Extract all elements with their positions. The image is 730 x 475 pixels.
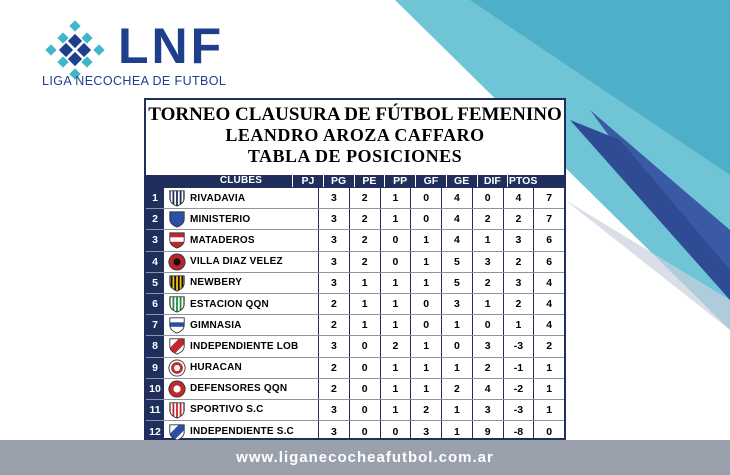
table-row bbox=[146, 252, 564, 273]
cell-pe: 1 bbox=[380, 400, 411, 420]
row-position: 2 bbox=[146, 209, 164, 229]
cell-pe: 1 bbox=[380, 209, 411, 229]
cell-pj: 2 bbox=[318, 379, 349, 399]
cell-gf: 2 bbox=[441, 379, 472, 399]
striped-shield-icon bbox=[168, 189, 186, 207]
cell-dif: -8 bbox=[503, 421, 534, 442]
cell-pj: 3 bbox=[318, 421, 349, 442]
header-ptos: PTOS bbox=[508, 175, 538, 187]
header-pp: PP bbox=[384, 175, 415, 187]
standings-table bbox=[146, 175, 564, 442]
table-row bbox=[146, 294, 564, 315]
cell-pj: 3 bbox=[318, 209, 349, 229]
cell-pj: 3 bbox=[318, 252, 349, 272]
cell-ptos: 1 bbox=[533, 400, 564, 420]
cell-pj: 3 bbox=[318, 400, 349, 420]
cell-pp: 1 bbox=[410, 252, 441, 272]
logo-subtitle: LIGA NECOCHEA DE FUTBOL bbox=[42, 74, 227, 88]
cell-dif: 3 bbox=[503, 273, 534, 293]
cell-pp: 0 bbox=[410, 294, 441, 314]
row-position: 6 bbox=[146, 294, 164, 314]
cell-pp: 1 bbox=[410, 230, 441, 250]
cell-ptos: 0 bbox=[533, 421, 564, 442]
table-row bbox=[146, 379, 564, 400]
cell-pe: 1 bbox=[380, 273, 411, 293]
cell-ptos: 7 bbox=[533, 209, 564, 229]
cell-pe: 1 bbox=[380, 379, 411, 399]
club-name: HURACAN bbox=[190, 362, 242, 374]
cell-gf: 5 bbox=[441, 273, 472, 293]
table-row bbox=[146, 315, 564, 336]
cell-ge: 3 bbox=[472, 336, 503, 356]
cell-pp: 3 bbox=[410, 421, 441, 442]
club-name: MINISTERIO bbox=[190, 213, 251, 225]
table-row bbox=[146, 400, 564, 421]
club-crest bbox=[164, 273, 190, 293]
cell-dif: 3 bbox=[503, 230, 534, 250]
cell-pj: 3 bbox=[318, 273, 349, 293]
table-row bbox=[146, 273, 564, 294]
row-position: 1 bbox=[146, 188, 164, 208]
cell-gf: 1 bbox=[441, 358, 472, 378]
cell-ge: 2 bbox=[472, 209, 503, 229]
cell-pj: 2 bbox=[318, 315, 349, 335]
row-position: 4 bbox=[146, 252, 164, 272]
club-name: DEFENSORES QQN bbox=[190, 383, 288, 395]
cell-dif: -3 bbox=[503, 336, 534, 356]
cell-gf: 0 bbox=[441, 336, 472, 356]
cell-pg: 0 bbox=[349, 400, 380, 420]
cell-pg: 0 bbox=[349, 336, 380, 356]
cell-ptos: 1 bbox=[533, 358, 564, 378]
cell-ptos: 2 bbox=[533, 336, 564, 356]
cell-pg: 2 bbox=[349, 188, 380, 208]
header-pe: PE bbox=[354, 175, 385, 187]
red-ring-crest-icon bbox=[168, 359, 186, 377]
cell-pj: 2 bbox=[318, 358, 349, 378]
cell-dif: 2 bbox=[503, 209, 534, 229]
cell-pg: 1 bbox=[349, 273, 380, 293]
cell-dif: -2 bbox=[503, 379, 534, 399]
header-gf: GF bbox=[415, 175, 446, 187]
cell-gf: 3 bbox=[441, 294, 472, 314]
logo-wordmark: LNF bbox=[118, 18, 225, 74]
blue-diagonal-shield-icon bbox=[168, 423, 186, 441]
cell-ge: 2 bbox=[472, 358, 503, 378]
cell-ge: 9 bbox=[472, 421, 503, 442]
cell-ptos: 6 bbox=[533, 252, 564, 272]
cell-pj: 2 bbox=[318, 294, 349, 314]
header-dif: DIF bbox=[477, 175, 508, 187]
red-diagonal-shield-icon bbox=[168, 337, 186, 355]
footer-bar bbox=[0, 440, 730, 475]
table-body bbox=[146, 187, 564, 442]
table-row bbox=[146, 230, 564, 251]
cell-gf: 4 bbox=[441, 230, 472, 250]
row-position: 5 bbox=[146, 273, 164, 293]
club-name: SPORTIVO S.C bbox=[190, 404, 264, 416]
cell-dif: -1 bbox=[503, 358, 534, 378]
table-header bbox=[146, 175, 564, 187]
cell-ge: 3 bbox=[472, 252, 503, 272]
cell-pg: 0 bbox=[349, 379, 380, 399]
header-pj: PJ bbox=[292, 175, 323, 187]
yellow-black-shield-icon bbox=[168, 274, 186, 292]
standings-panel bbox=[144, 98, 566, 440]
club-name: INDEPENDIENTE S.C bbox=[190, 426, 294, 438]
cell-ge: 1 bbox=[472, 230, 503, 250]
cell-ptos: 1 bbox=[533, 379, 564, 399]
title-line-2: LEANDRO AROZA CAFFARO bbox=[225, 125, 485, 145]
lnf-emblem-icon bbox=[44, 20, 106, 80]
cell-pp: 2 bbox=[410, 400, 441, 420]
cell-pp: 1 bbox=[410, 358, 441, 378]
club-crest bbox=[164, 188, 190, 208]
cell-dif: 4 bbox=[503, 188, 534, 208]
red-black-crest-icon bbox=[168, 253, 186, 271]
footer-url[interactable]: www.liganecocheafutbol.com.ar bbox=[236, 449, 494, 466]
cell-pg: 0 bbox=[349, 421, 380, 442]
cell-gf: 1 bbox=[441, 400, 472, 420]
title-line-3: TABLA DE POSICIONES bbox=[247, 146, 463, 166]
header-ge: GE bbox=[446, 175, 477, 187]
cell-pj: 3 bbox=[318, 230, 349, 250]
cell-ptos: 4 bbox=[533, 294, 564, 314]
table-row bbox=[146, 209, 564, 230]
cell-pp: 0 bbox=[410, 188, 441, 208]
cell-pg: 0 bbox=[349, 358, 380, 378]
cell-pp: 1 bbox=[410, 273, 441, 293]
cell-pe: 1 bbox=[380, 294, 411, 314]
club-crest bbox=[164, 358, 190, 378]
red-round-crest-icon bbox=[168, 380, 186, 398]
cell-gf: 1 bbox=[441, 421, 472, 442]
row-position: 11 bbox=[146, 400, 164, 420]
cell-gf: 1 bbox=[441, 315, 472, 335]
cell-pj: 3 bbox=[318, 336, 349, 356]
cell-pe: 0 bbox=[380, 230, 411, 250]
row-position: 9 bbox=[146, 358, 164, 378]
cell-pg: 1 bbox=[349, 315, 380, 335]
cell-ge: 3 bbox=[472, 400, 503, 420]
table-row bbox=[146, 188, 564, 209]
cell-ptos: 4 bbox=[533, 273, 564, 293]
tournament-title bbox=[146, 104, 564, 167]
title-line-1: TORNEO CLAUSURA DE FÚTBOL FEMENINO bbox=[148, 104, 562, 125]
cell-pj: 3 bbox=[318, 188, 349, 208]
cell-dif: 2 bbox=[503, 294, 534, 314]
cell-pg: 2 bbox=[349, 252, 380, 272]
cell-ge: 2 bbox=[472, 273, 503, 293]
club-name: NEWBERY bbox=[190, 277, 243, 289]
row-position: 12 bbox=[146, 421, 164, 442]
cell-gf: 5 bbox=[441, 252, 472, 272]
cell-gf: 4 bbox=[441, 209, 472, 229]
cell-pe: 1 bbox=[380, 315, 411, 335]
header-pos bbox=[146, 175, 164, 187]
row-position: 3 bbox=[146, 230, 164, 250]
table-row bbox=[146, 358, 564, 379]
cell-pp: 0 bbox=[410, 209, 441, 229]
club-crest bbox=[164, 252, 190, 272]
club-crest bbox=[164, 294, 190, 314]
club-name: ESTACION QQN bbox=[190, 298, 269, 310]
header-pg: PG bbox=[323, 175, 354, 187]
cell-pp: 0 bbox=[410, 315, 441, 335]
cell-dif: -3 bbox=[503, 400, 534, 420]
blue-band-shield-icon bbox=[168, 316, 186, 334]
club-name: MATADEROS bbox=[190, 234, 255, 246]
cell-ptos: 6 bbox=[533, 230, 564, 250]
club-name: RIVADAVIA bbox=[190, 192, 246, 204]
cell-ge: 0 bbox=[472, 188, 503, 208]
club-crest bbox=[164, 315, 190, 335]
cell-pe: 0 bbox=[380, 252, 411, 272]
cell-ge: 1 bbox=[472, 294, 503, 314]
cell-pe: 1 bbox=[380, 188, 411, 208]
table-row bbox=[146, 336, 564, 357]
cell-dif: 2 bbox=[503, 252, 534, 272]
cell-pe: 1 bbox=[380, 358, 411, 378]
club-name: VILLA DIAZ VELEZ bbox=[190, 256, 283, 268]
cell-pp: 1 bbox=[410, 379, 441, 399]
cell-ptos: 7 bbox=[533, 188, 564, 208]
cell-ptos: 4 bbox=[533, 315, 564, 335]
row-position: 7 bbox=[146, 315, 164, 335]
red-white-striped-shield-icon bbox=[168, 401, 186, 419]
club-crest bbox=[164, 379, 190, 399]
club-name: GIMNASIA bbox=[190, 319, 242, 331]
cell-gf: 4 bbox=[441, 188, 472, 208]
header-club: CLUBES bbox=[219, 175, 263, 186]
club-crest bbox=[164, 336, 190, 356]
red-shield-icon bbox=[168, 231, 186, 249]
green-striped-shield-icon bbox=[168, 295, 186, 313]
cell-pe: 0 bbox=[380, 421, 411, 442]
cell-pp: 1 bbox=[410, 336, 441, 356]
cell-pg: 1 bbox=[349, 294, 380, 314]
blue-shield-icon bbox=[168, 210, 186, 228]
cell-pg: 2 bbox=[349, 230, 380, 250]
lnf-logo bbox=[40, 18, 255, 90]
cell-dif: 1 bbox=[503, 315, 534, 335]
club-crest bbox=[164, 230, 190, 250]
row-position: 10 bbox=[146, 379, 164, 399]
cell-pg: 2 bbox=[349, 209, 380, 229]
cell-ge: 4 bbox=[472, 379, 503, 399]
cell-ge: 0 bbox=[472, 315, 503, 335]
row-position: 8 bbox=[146, 336, 164, 356]
club-name: INDEPENDIENTE LOB bbox=[190, 340, 299, 352]
club-crest bbox=[164, 400, 190, 420]
club-crest bbox=[164, 209, 190, 229]
cell-pe: 2 bbox=[380, 336, 411, 356]
